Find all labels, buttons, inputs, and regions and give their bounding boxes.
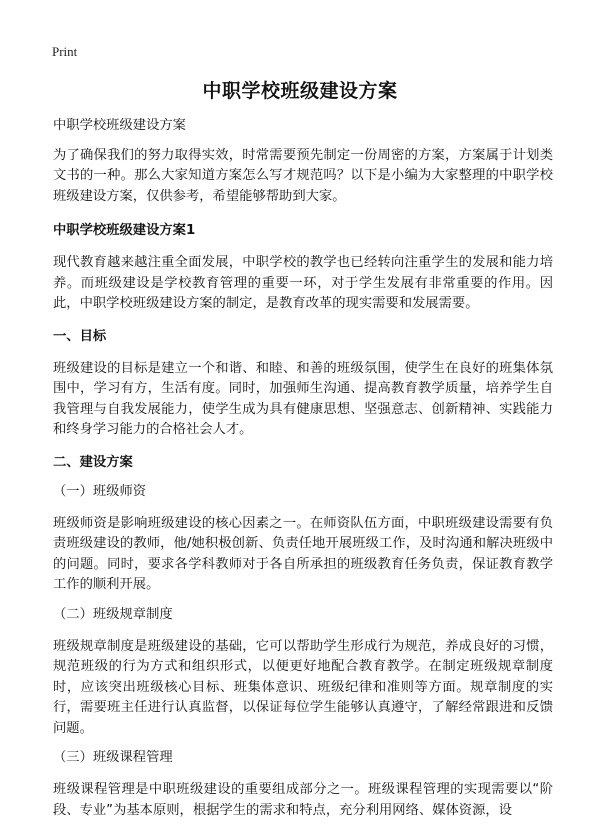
teachers-paragraph: 班级师资是影响班级建设的核心因素之一。在师资队伍方面，中职班级建设需要有负责班级建设的教师，他/她积极创新、负责任地开展班级工作，及时沟通和解决班级中的问题。同时，要求各学科教师对于各自所承担的班级教育任务负责，保证教育教学工作的顺利开展。 [53,515,553,592]
document-subtitle: 中职学校班级建设方案 [53,118,186,133]
plan-heading: 二、建设方案 [53,454,133,470]
section-1-paragraph: 现代教育越来越注重全面发展，中职学校的教学也已经转向注重学生的发展和能力培养。而班级建设是学校教育管理的重要一环，对于学生发展有非常重要的作用。因此，中职学校班级建设方案的制定，是教育改革的现实需要和发展需要。 [53,255,553,311]
section-1-heading: 中职学校班级建设方案1 [53,223,196,238]
goal-heading: 一、目标 [53,328,107,344]
print-label: Print [52,44,78,59]
teachers-heading: （一）班级师资 [53,483,147,499]
rules-heading: （二）班级规章制度 [53,606,173,622]
curriculum-heading: （三）班级课程管理 [53,750,173,765]
document-body [53,116,553,821]
intro-paragraph: 为了确保我们的努力取得实效，时常需要预先制定一份周密的方案，方案属于计划类文书的一种。那么大家知道方案怎么写才规范吗？以下是小编为大家整理的中职学校班级建设方案，仅供参考，希望能够帮助到大家。 [53,147,553,204]
rules-paragraph: 班级规章制度是班级建设的基础，它可以帮助学生形成行为规范，养成良好的习惯，规范班级的行为方式和组织形式，以便更好地配合教育教学。在制定班级规章制度时，应该突出班级核心目标、班集体意识、班级纪律和准则等方面。规章制度的实行，需要班主任进行认真监督，以保证每位学生能够认真遵守，了解经常跟进和反馈问题。 [53,638,553,736]
document-title: 中职学校班级建设方案 [202,80,398,102]
goal-paragraph: 班级建设的目标是建立一个和谐、和睦、和善的班级氛围，使学生在良好的班集体氛围中，学习有方，生活有度。同时，加强师生沟通、提高教育教学质量，培养学生自我管理与自我发展能力，使学生成为具有健康思想、坚强意志、创新精神、实践能力和终身学习能力的合格社会人才。 [53,360,553,437]
curriculum-paragraph: 班级课程管理是中职班级建设的重要组成部分之一。班级课程管理的实现需要以“阶段、专业”为基本原则，根据学生的需求和特点，充分利用网络、媒体资源，设 [53,782,553,818]
